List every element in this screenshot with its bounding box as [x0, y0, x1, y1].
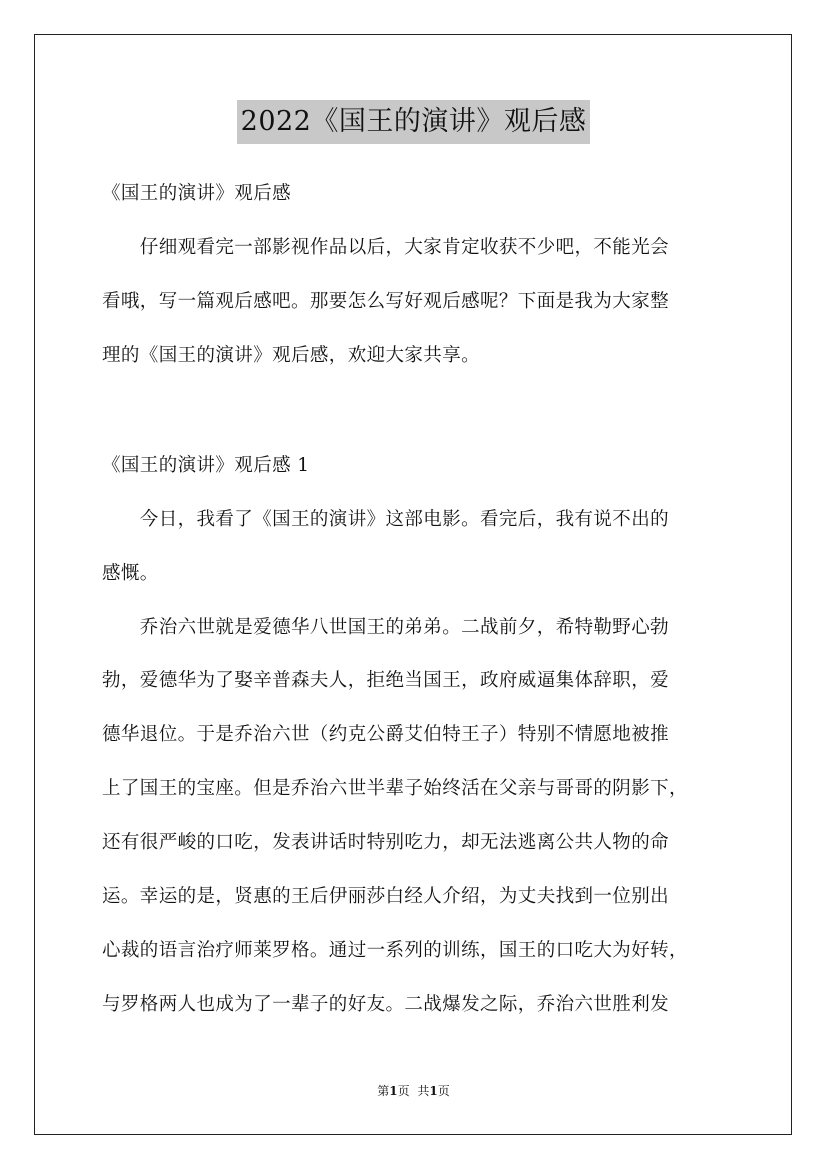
text-line: 理的《国王的演讲》观后感，欢迎大家共享。 — [102, 345, 481, 366]
document-title: 2022《国王的演讲》观后感 — [237, 100, 591, 144]
footer-total-suffix: 页 — [437, 1084, 450, 1098]
text-line: 看哦，写一篇观后感吧。那要怎么写好观后感呢？下面是我为大家整 — [102, 291, 670, 312]
text-line: 运。幸运的是，贤惠的王后伊丽莎白经人介绍，为丈夫找到一位别出 — [102, 886, 670, 907]
section-heading: 《国王的演讲》观后感 1 — [102, 455, 310, 476]
text-line: 心裁的语言治疗师莱罗格。通过一系列的训练，国王的口吃大为好转， — [102, 940, 688, 961]
text-line: 乔治六世就是爱德华八世国王的弟弟。二战前夕，希特勒野心勃 — [102, 617, 670, 638]
footer-page-prefix: 第 — [377, 1084, 390, 1098]
subtitle: 《国王的演讲》观后感 — [102, 183, 292, 204]
footer-total-prefix: 共 — [417, 1084, 430, 1098]
text-line: 今日，我看了《国王的演讲》这部电影。看完后，我有说不出的 — [102, 509, 670, 530]
footer-page-suffix: 页 — [397, 1084, 410, 1098]
text-line: 上了国王的宝座。但是乔治六世半辈子始终活在父亲与哥哥的阴影下， — [102, 778, 688, 799]
text-line: 与罗格两人也成为了一辈子的好友。二战爆发之际，乔治六世胜利发 — [102, 994, 670, 1015]
text-line: 还有很严峻的口吃，发表讲话时特别吃力，却无法逃离公共人物的命 — [102, 832, 670, 853]
text-line: 德华退位。于是乔治六世（约克公爵艾伯特王子）特别不情愿地被推 — [102, 724, 670, 745]
title-wrap — [0, 100, 827, 144]
text-line: 感慨。 — [102, 563, 159, 584]
text-line: 仔细观看完一部影视作品以后，大家肯定收获不少吧，不能光会 — [102, 237, 670, 258]
footer-total-number: 1 — [429, 1084, 438, 1098]
text-line: 勃，爱德华为了娶辛普森夫人，拒绝当国王，政府威逼集体辞职，爱 — [102, 670, 670, 691]
footer-page-number: 1 — [389, 1084, 398, 1098]
page-footer — [0, 1083, 827, 1099]
